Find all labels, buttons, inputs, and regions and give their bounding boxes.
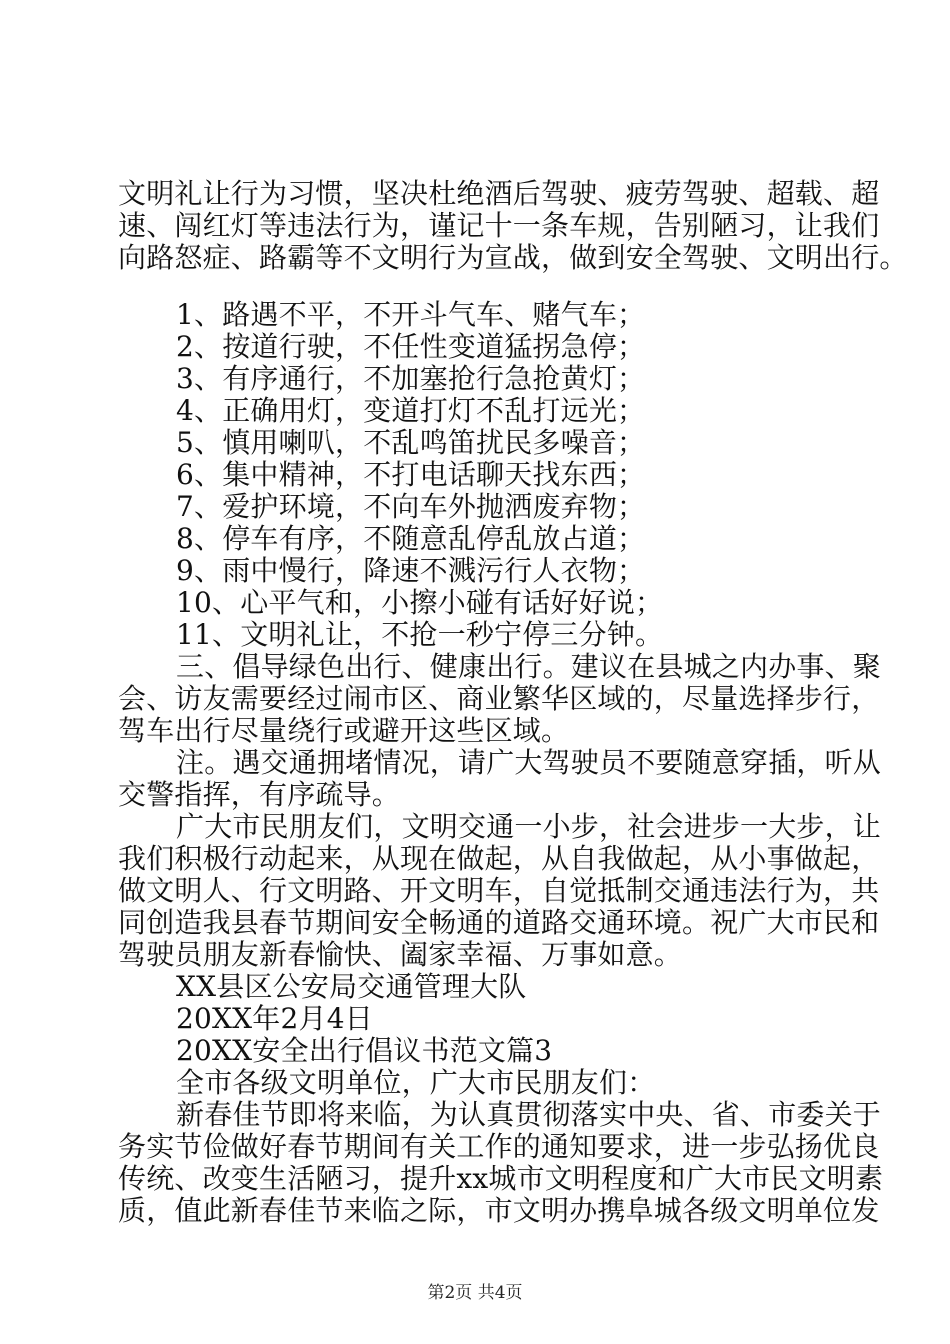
salutation: 全市各级文明单位，广大市民朋友们： bbox=[176, 1066, 656, 1099]
next-paragraph-line: 质，值此新春佳节来临之际，市文明办携阜城各级文明单位发 bbox=[118, 1194, 880, 1227]
page-number: 第2页 共4页 bbox=[427, 1283, 523, 1303]
appeal-line: 同创造我县春节期间安全畅通的道路交通环境。祝广大市民和 bbox=[118, 906, 880, 939]
paragraph-line: 向路怒症、路霸等不文明行为宣战，做到安全驾驶、文明出行。 bbox=[118, 241, 908, 274]
paragraph-line: 速、闯红灯等违法行为，谨记十一条车规，告别陋习，让我们 bbox=[118, 209, 880, 242]
rule-item: 4、正确用灯，变道打灯不乱打远光； bbox=[176, 394, 646, 427]
rule-item: 1、路遇不平，不开斗气车、赌气车； bbox=[176, 298, 646, 331]
paragraph-line: 文明礼让行为习惯，坚决杜绝酒后驾驶、疲劳驾驶、超载、超 bbox=[118, 177, 880, 210]
date: 20XX年2月4日 bbox=[176, 1002, 373, 1035]
rule-item: 9、雨中慢行，降速不溅污行人衣物； bbox=[176, 554, 646, 587]
appeal-line: 广大市民朋友们，文明交通一小步，社会进步一大步，让 bbox=[176, 810, 882, 843]
next-paragraph-line: 务实节俭做好春节期间有关工作的通知要求，进一步弘扬优良 bbox=[118, 1130, 880, 1163]
section-three-line: 会、访友需要经过闹市区、商业繁华区域的，尽量选择步行， bbox=[118, 682, 880, 715]
rule-item: 5、慎用喇叭，不乱鸣笛扰民多噪音； bbox=[176, 426, 646, 459]
next-title: 20XX安全出行倡议书范文篇3 bbox=[176, 1034, 553, 1067]
appeal-line: 做文明人、行文明路、开文明车，自觉抵制交通违法行为，共 bbox=[118, 874, 880, 907]
signature: XX县区公安局交通管理大队 bbox=[176, 970, 527, 1003]
section-three-line: 三、倡导绿色出行、健康出行。建议在县城之内办事、聚 bbox=[176, 650, 882, 683]
appeal-line: 我们积极行动起来，从现在做起，从自我做起，从小事做起， bbox=[118, 842, 880, 875]
next-paragraph-line: 新春佳节即将来临，为认真贯彻落实中央、省、市委关于 bbox=[176, 1098, 882, 1131]
rule-item: 7、爱护环境，不向车外抛洒废弃物； bbox=[176, 490, 646, 523]
rule-item: 8、停车有序，不随意乱停乱放占道； bbox=[176, 522, 646, 555]
note-line: 交警指挥，有序疏导。 bbox=[118, 778, 401, 811]
rule-item: 2、按道行驶，不任性变道猛拐急停； bbox=[176, 330, 646, 363]
section-three-line: 驾车出行尽量绕行或避开这些区域。 bbox=[118, 714, 570, 747]
rule-item: 10、心平气和，小擦小碰有话好好说； bbox=[176, 586, 664, 619]
note-line: 注。遇交通拥堵情况，请广大驾驶员不要随意穿插，听从 bbox=[176, 746, 882, 779]
appeal-line: 驾驶员朋友新春愉快、阖家幸福、万事如意。 bbox=[118, 938, 683, 971]
rule-item: 3、有序通行，不加塞抢行急抢黄灯； bbox=[176, 362, 646, 395]
rule-item: 11、文明礼让，不抢一秒宁停三分钟。 bbox=[176, 618, 664, 651]
next-paragraph-line: 传统、改变生活陋习，提升xx城市文明程度和广大市民文明素 bbox=[118, 1162, 884, 1195]
rule-item: 6、集中精神，不打电话聊天找东西； bbox=[176, 458, 646, 491]
